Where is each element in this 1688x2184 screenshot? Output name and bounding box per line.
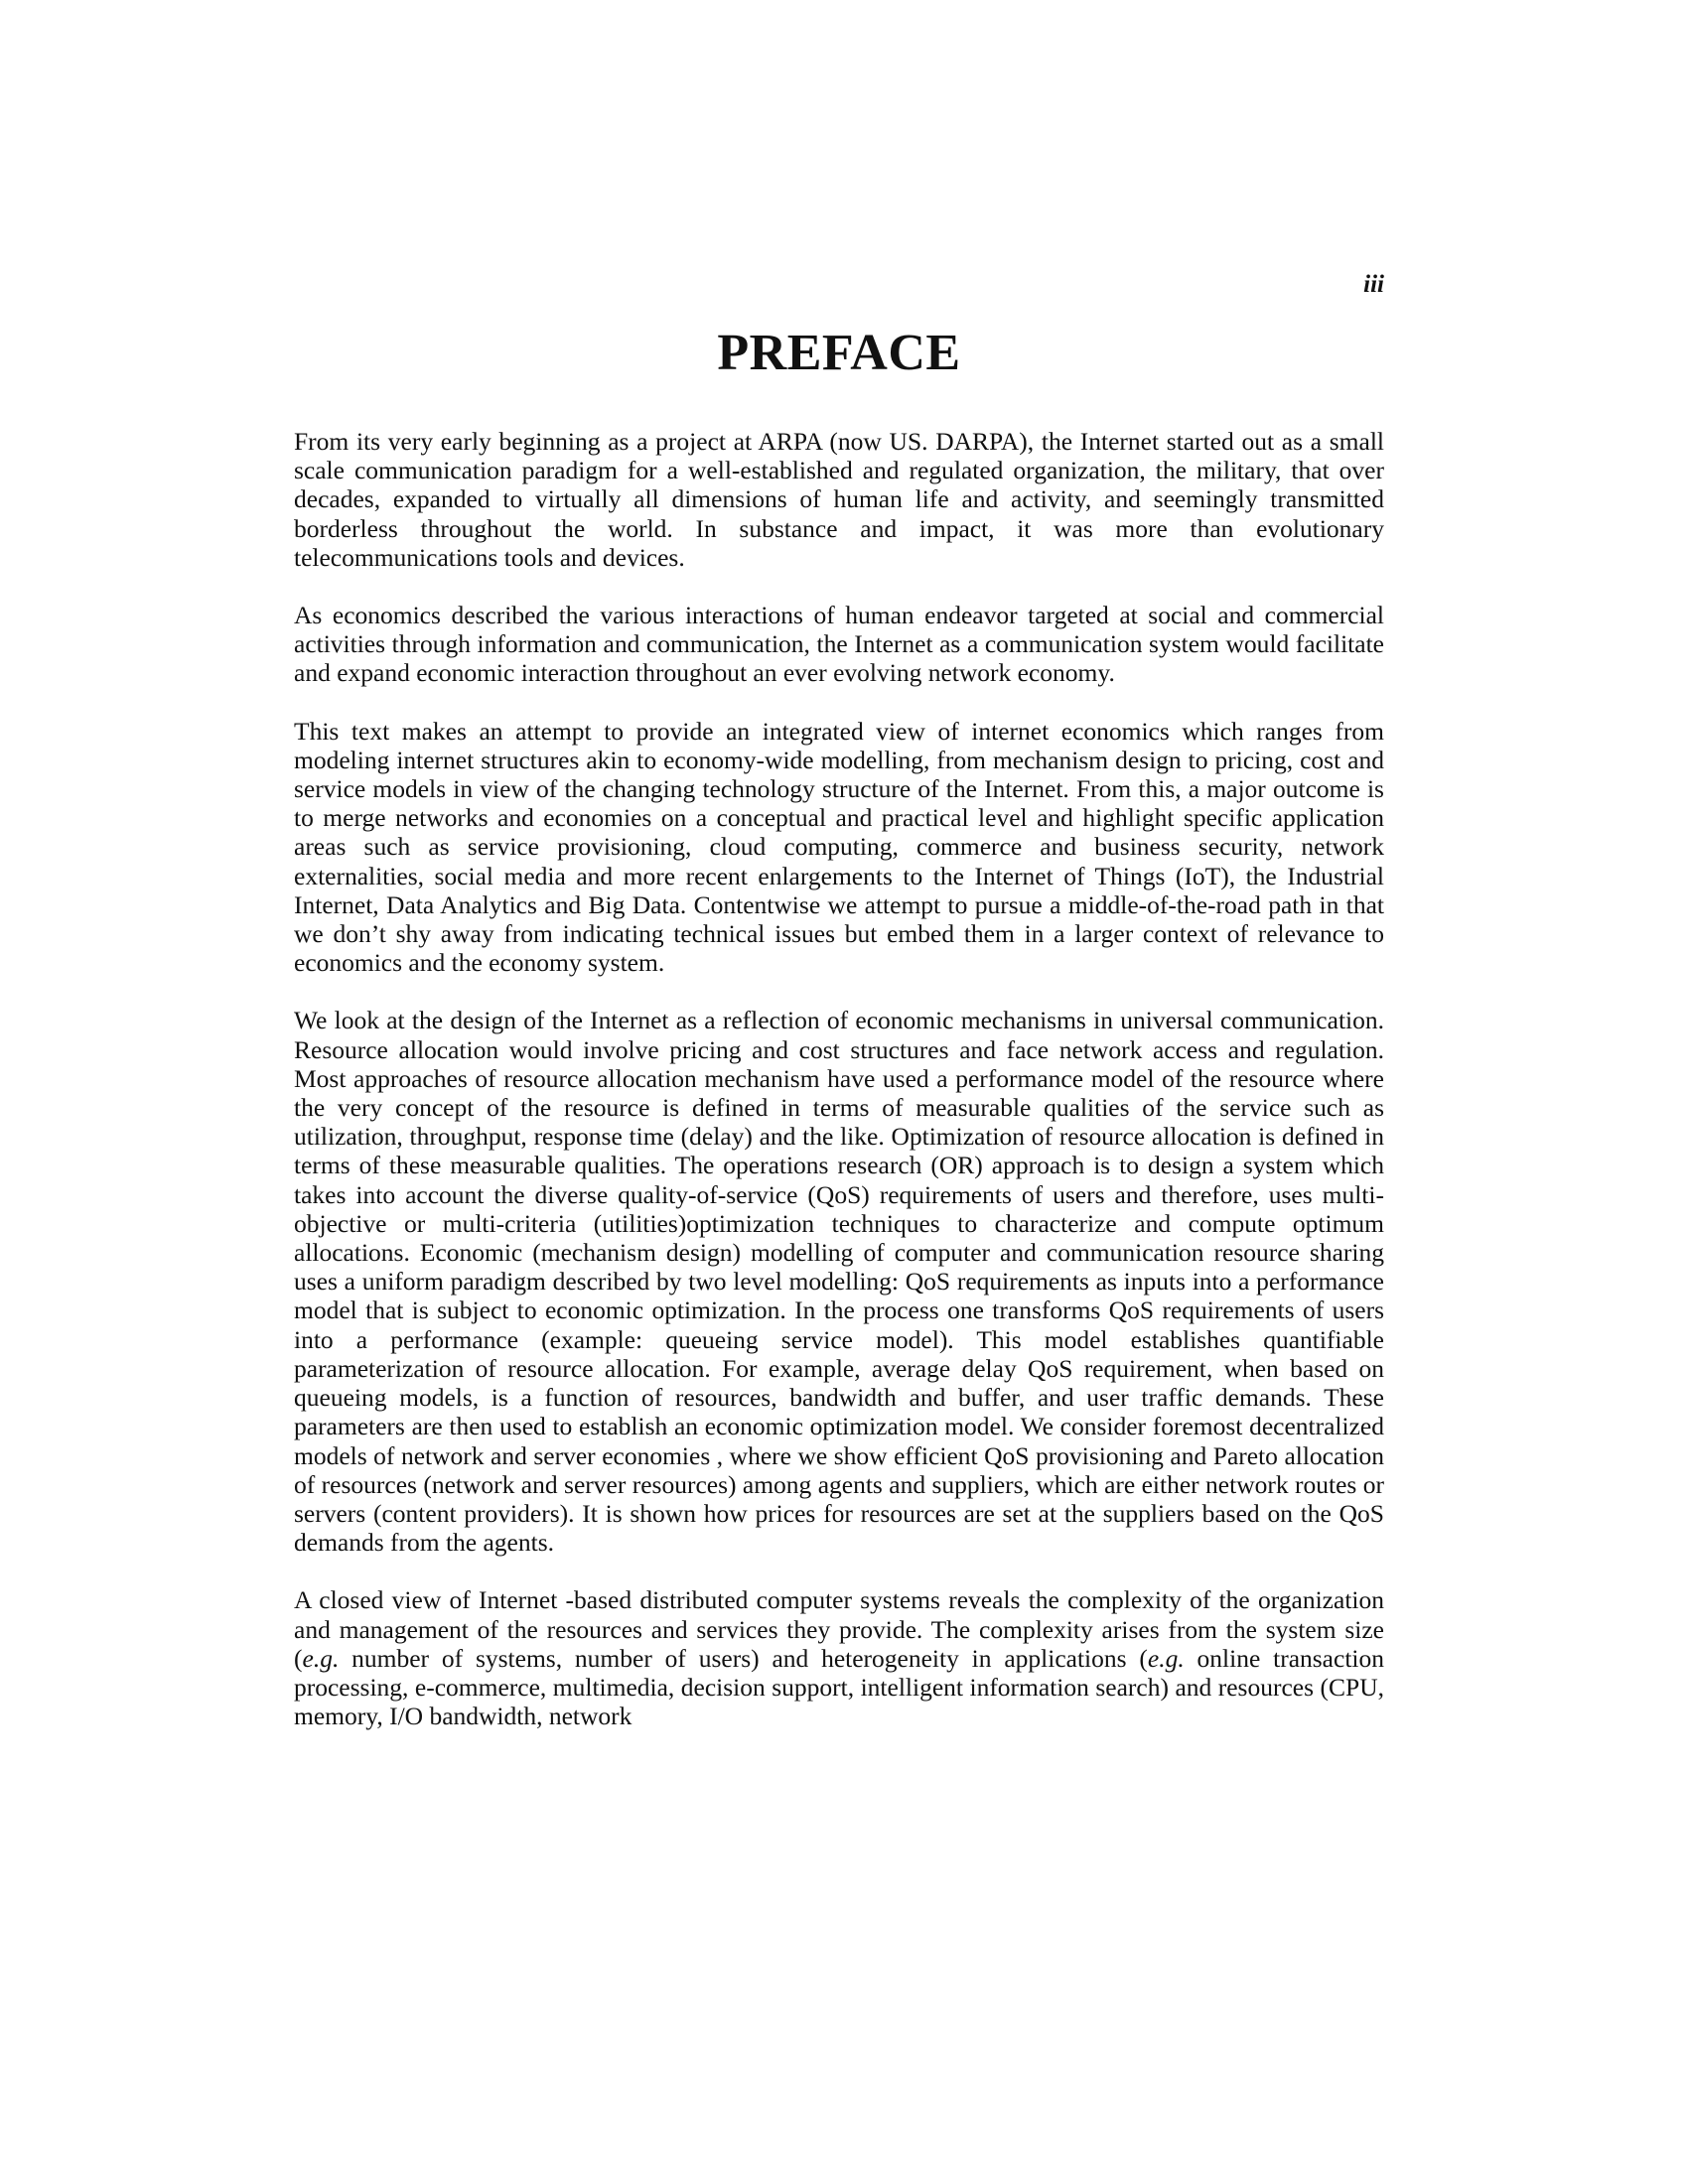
italic-abbreviation: e.g. [1147, 1643, 1185, 1673]
paragraph-resource-allocation: We look at the design of the Internet as a reflection of economic mechanisms in universal communication. Resource allocation would involve pricing and cost structures and face network access and regulation. Most approaches of resource allocation mechanism have used a performance model of the resource where the very concept of the resource is defined in terms of measurable qualities of the service such as utilization, throughput, response time (delay) and the like. Optimization of resource allocation is defined in terms of these measurable qualities. The operations research (OR) approach is to design a system which takes into account the diverse quality-of-service (QoS) requirements of users and therefore, uses multi-objective or multi-criteria (utilities)optimization techniques to characterize and compute optimum allocations. Economic (mechanism design) modelling of computer and communication resource sharing uses a uniform paradigm described by two level modelling: QoS requirements as inputs into a performance model that is subject to economic optimization. In the process one transforms QoS requirements of users into a performance (example: queueing service model). This model establishes quantifiable parameterization of resource allocation. For example, average delay QoS requirement, when based on queueing models, is a function of resources, bandwidth and buffer, and user traffic demands. These parameters are then used to establish an economic optimization model. We consider foremost decentralized models of network and server economies , where we show efficient QoS provisioning and Pareto allocation of resources (network and server resources) among agents and suppliers, which are either network routes or servers (content providers). It is shown how prices for resources are set at the suppliers based on the QoS demands from the agents. [294, 1006, 1384, 1558]
page-number: iii [1363, 271, 1384, 298]
paragraph-internet-origins: From its very early beginning as a project at ARPA (now US. DARPA), the Internet started out as a small scale communication paradigm for a well-established and regulated organization, the military, that over decades, expanded to virtually all dimensions of human life and activity, and seemingly transmitted borderless throughout the world. In substance and impact, it was more than evolutionary telecommunications tools and devices. [294, 427, 1384, 572]
paragraph-economics-interaction: As economics described the various interactions of human endeavor targeted at social and commercial activities through information and communication, the Internet as a communication system would facilitate and expand economic interaction throughout an ever evolving network economy. [294, 601, 1384, 688]
paragraph-distributed-systems [294, 1585, 1384, 1730]
paragraph-segment: A closed view of Internet -based distributed computer systems reveals the complexity of the organization and management of the resources and services they provide. The complexity arises from the system size ( [294, 1585, 1384, 1673]
preface-body [294, 427, 1384, 1759]
paragraph-segment: number of systems, number of users) and heterogeneity in applications ( [339, 1643, 1148, 1673]
paragraph-segment: online transaction processing, e-commerce, multimedia, decision support, intelligent information search) and resources (CPU, memory, I/O bandwidth, network [294, 1643, 1384, 1731]
page-title: PREFACE [717, 325, 961, 381]
paragraph-text-scope: This text makes an attempt to provide an integrated view of internet economics which ranges from modeling internet structures akin to economy-wide modelling, from mechanism design to pricing, cost and service models in view of the changing technology structure of the Internet. From this, a major outcome is to merge networks and economies on a conceptual and practical level and highlight specific application areas such as service provisioning, cloud computing, commerce and business security, network externalities, social media and more recent enlargements to the Internet of Things (IoT), the Industrial Internet, Data Analytics and Big Data. Contentwise we attempt to pursue a middle-of-the-road path in that we don’t shy away from indicating technical issues but embed them in a larger context of relevance to economics and the economy system. [294, 716, 1384, 978]
italic-abbreviation: e.g. [302, 1643, 340, 1673]
